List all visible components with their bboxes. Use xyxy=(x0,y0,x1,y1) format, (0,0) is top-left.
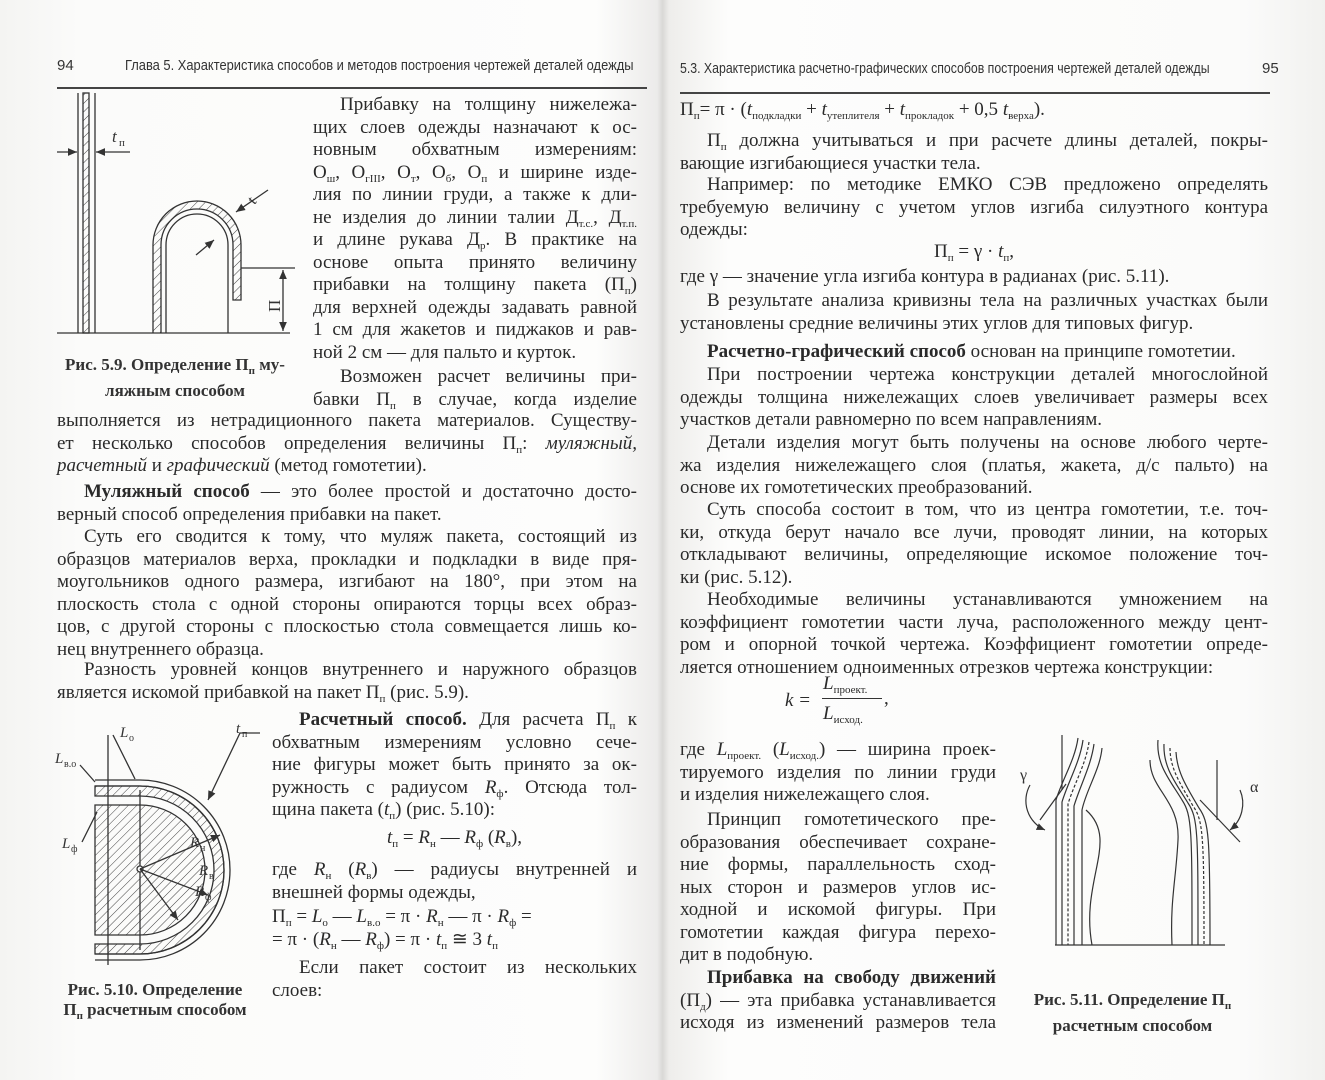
italic-text: t xyxy=(435,928,442,950)
caption-text: расчетным способом xyxy=(82,1000,247,1019)
italic-text: L xyxy=(356,906,367,927)
text-line: ходной и искомой фигуры. При xyxy=(680,899,996,920)
label-Lo-sub: о xyxy=(129,733,134,744)
bold-term: Прибавка на свободу движений xyxy=(707,967,996,988)
subscript: в xyxy=(505,838,511,850)
text-line: Разность уровней концов внутреннего и наружного образцов xyxy=(84,659,637,680)
text-line: $П_п= \pi \cdot (t_{подкладки} + t_{утеплителя} + t_{прокладок} + 0,5$ $t_{верха}$). xyxy=(680,99,1045,122)
k-denominator: L xyxy=(823,703,834,724)
text-line: верный способ определения прибавки на пакет. xyxy=(57,503,442,525)
label-p: П xyxy=(265,299,284,312)
label-alpha: α xyxy=(1250,779,1259,796)
subscript: п xyxy=(441,939,448,952)
subscript: р xyxy=(480,240,486,252)
label-Rv-sub: в xyxy=(209,871,214,882)
label-tp-sub: п xyxy=(242,729,248,740)
text-line: образцов материалов верха, прокладки и подкладки в виде пря- xyxy=(57,548,637,570)
text-line: щих слоев одежды назначают к ос- xyxy=(313,116,637,138)
subscript: п xyxy=(390,399,396,412)
subscript: ф xyxy=(376,939,384,952)
text-line: ки (рис. 5.12). xyxy=(680,566,793,588)
subscript: гIII xyxy=(365,172,381,185)
text-line: $П_п = \gamma \cdot t_п$, xyxy=(934,241,1014,264)
text-line: бавки $П_п$ в случае, когда изделие xyxy=(313,388,637,412)
text-line: Расчетно-графический способ основан на принципе гомотетии. xyxy=(707,341,1236,362)
text-line: основе их гомотетических преобразований. xyxy=(680,477,1033,498)
text-line: расчетный и графический (метод гомотетии). xyxy=(57,455,427,476)
text-line: коэффициент гомотетии части луча, расположенного между цент- xyxy=(680,611,1268,633)
text-line: = $\pi \cdot (R_н$ — $R_ф) = \pi \cdot t_п$ ≅ 3 $t_п$ xyxy=(272,928,498,952)
italic-text: t xyxy=(386,827,393,848)
text-line: и изделия нижележащего слоя. xyxy=(680,784,930,805)
label-gamma: γ xyxy=(1020,767,1028,784)
italic-text: муляжный, xyxy=(545,432,637,454)
italic-text: t xyxy=(384,799,390,820)
text-line: ружность с радиусом $R_ф$. Отсюда тол- xyxy=(272,776,637,800)
subscript: в.о xyxy=(367,917,381,929)
caption-text: Рис. 5.10. Определение xyxy=(67,980,243,999)
text-line: ние формы, параллельность сход- xyxy=(680,854,996,875)
text-line: При построении чертежа конструкции деталей многослойной xyxy=(707,364,1268,385)
label-Rf-sub: ф xyxy=(205,892,212,903)
text-line: Принцип гомотетического пре- xyxy=(707,809,996,830)
label-Rn: R xyxy=(190,835,200,851)
subscript: п xyxy=(379,692,386,705)
k-numerator-sub: проект. xyxy=(833,684,868,696)
text-line: Прибавку на толщину нижележа- xyxy=(340,94,637,115)
label-Lf: L xyxy=(62,836,71,852)
label-t-sub: п xyxy=(119,137,125,149)
subscript: верха xyxy=(1008,110,1034,122)
caption-sub: п xyxy=(76,1010,83,1022)
k-lhs: k = xyxy=(785,690,812,711)
subscript: п xyxy=(624,285,631,297)
text-line: участков детали равномерно по всем направлениям. xyxy=(680,409,1103,430)
italic-text: t xyxy=(746,99,753,120)
subscript: ш xyxy=(326,172,336,185)
caption-text: Рис. 5.11. Определение П xyxy=(1033,990,1225,1009)
text-line: исходя из изменений размеров тела xyxy=(680,1012,996,1033)
italic-text: L xyxy=(716,739,728,760)
label-Rn-sub: н xyxy=(200,843,206,854)
label-Rf: R xyxy=(195,884,205,900)
k-denominator-sub: исход. xyxy=(833,714,863,726)
caption-text: му- xyxy=(254,355,285,374)
subscript: ф xyxy=(475,838,484,850)
text-line: моугольников одного размера, изгибают на 180°, при этом на xyxy=(57,571,637,592)
text-line: обхватным измерениям условно сече- xyxy=(272,731,637,753)
label-Rv: R xyxy=(199,863,209,879)
text-line: основе опыта принято величину xyxy=(313,251,637,273)
text-line: цов, с другой стороны с плоскостью стола совмещается лишь ко- xyxy=(57,616,637,637)
caption-sub: п xyxy=(248,365,255,377)
k-tail: , xyxy=(884,688,889,709)
caption-text: расчетным способом xyxy=(1052,1016,1213,1035)
subscript: утеплителя xyxy=(826,110,880,122)
subscript: т xyxy=(410,172,416,185)
subscript: ф xyxy=(496,787,504,800)
italic-text: t xyxy=(1002,99,1009,120)
italic-text: R xyxy=(354,859,367,880)
text-line: внешней формы одежды, xyxy=(272,881,476,903)
subscript: п xyxy=(392,838,399,850)
subscript: н xyxy=(437,917,444,929)
text-line: плоскость стола с одной стороны опираются торцы всех образ- xyxy=(57,593,637,615)
text-line: щина пакета $(t_п)$ (рис. 5.10): xyxy=(272,799,496,822)
subscript: в xyxy=(366,870,372,882)
subscript: п xyxy=(947,252,954,264)
running-head-left: Глава 5. Характеристика способов и методов построения чертежей деталей одежды xyxy=(125,57,634,74)
text-line: 1 см для жакетов и пиджаков и рав- xyxy=(313,319,637,340)
text-line: выполняется из нетрадиционного пакета материалов. Существу- xyxy=(57,410,637,431)
text-line: $П_п$ должна учитываться и при расчете длины деталей, покры- xyxy=(707,130,1268,153)
italic-text: R xyxy=(464,827,476,848)
text-line: где γ — значение угла изгиба контура в радианах (рис. 5.11). xyxy=(680,266,1170,287)
text-line: ет несколько способов определения величины $П_п$: муляжный, xyxy=(57,432,637,456)
subscript: подкладки xyxy=(752,110,802,122)
text-line: тируемого изделия по линии груди xyxy=(680,761,996,783)
text-line: ляется отношением одноименных отрезков чертежа конструкции: xyxy=(680,656,1214,678)
text-line: Если пакет состоит из нескольких xyxy=(299,957,637,978)
bold-term: Муляжный способ xyxy=(84,481,250,502)
bold-term: Расчетный способ. xyxy=(299,709,467,730)
subscript: проект. xyxy=(727,750,762,762)
text-line: В результате анализа кривизны тела на различных участках были xyxy=(707,290,1268,311)
text-line: не изделия до линии талии $Д_{т.с.}$, $Д_{т.п.}$ xyxy=(313,206,637,230)
figure-5-11-silhouette-diagram xyxy=(1026,735,1243,945)
subscript: п xyxy=(389,810,396,822)
text-line: где $L_{проект.}$ $(L_{исход.})$ — ширина проек- xyxy=(680,739,996,762)
italic-text: t xyxy=(821,99,827,120)
figure-5-10-radius-diagram xyxy=(80,733,260,965)
subscript: т.п. xyxy=(621,217,637,230)
figure-5-9-muliazh-diagram xyxy=(57,93,295,333)
italic-text: R xyxy=(484,776,497,798)
subscript: п xyxy=(1003,252,1010,264)
text-line: требуемую величину с учетом углов изгиба силуэтного контура xyxy=(680,196,1268,218)
text-line: слоев: xyxy=(272,979,323,1001)
subscript: н xyxy=(330,939,337,952)
text-line: вающие изгибающиеся участки тела. xyxy=(680,152,981,174)
text-line: Суть его сводится к тому, что муляж пакета, состоящий из xyxy=(84,526,637,547)
running-head-right: 5.3. Характеристика расчетно-графических способов построения чертежей деталей одежды xyxy=(680,60,1210,77)
text-line: одежды толщина нижележащих слоев увеличивает размеры всех xyxy=(680,386,1268,408)
text-line: $П_п = L_о$ — $L_{в.о} = \pi \cdot R_н$ — $\pi \cdot R_ф$ = xyxy=(272,906,532,929)
italic-text: графический xyxy=(166,455,270,476)
italic-text: L xyxy=(779,739,790,760)
text-line: Детали изделия могут быть получены на основе любого черте- xyxy=(707,432,1268,453)
italic-text: L xyxy=(311,906,323,927)
subscript: прокладок xyxy=(905,110,955,122)
italic-text: R xyxy=(426,906,438,927)
text-line: $t_п = R_н$ — $R_ф$ $(R_в)$, xyxy=(386,827,523,850)
text-line: Например: по методике ЕМКО СЭВ предложено определять xyxy=(707,174,1268,195)
italic-text: t xyxy=(899,99,906,120)
subscript: п xyxy=(481,172,488,185)
italic-text: R xyxy=(418,827,430,848)
text-line: является искомой прибавкой на пакет $П_п$ (рис. 5.9). xyxy=(57,681,469,705)
text-line: ние фигуры может быть принято за ок- xyxy=(272,754,637,775)
italic-text: расчетный xyxy=(57,455,147,476)
text-line: нец внутреннего образца. xyxy=(57,638,264,660)
subscript: т.с. xyxy=(578,217,594,230)
text-line: и длине рукава $Д_р$. В практике на xyxy=(313,229,637,252)
italic-text: R xyxy=(365,928,377,950)
text-line: образования обеспечивает сохране- xyxy=(680,831,996,853)
subscript: о xyxy=(322,917,328,929)
label-Lvo-sub: в.о xyxy=(64,759,77,770)
label-t-diag: t xyxy=(243,194,261,207)
italic-text: R xyxy=(313,859,326,880)
italic-text: t xyxy=(998,241,1004,262)
page-number-left: 94 xyxy=(57,57,74,74)
text-line: ной 2 см — для пальто и курток. xyxy=(313,341,577,363)
text-line: Расчетный способ. Для расчета $П_п$ к xyxy=(299,709,637,732)
caption-sub: п xyxy=(1224,1000,1232,1012)
label-Lvo: L xyxy=(55,751,64,767)
italic-text: t xyxy=(486,928,493,950)
text-line: откладывают величины, определяющие искомое положение точ- xyxy=(680,544,1268,565)
text-line: одежды: xyxy=(680,219,748,240)
k-numerator: L xyxy=(823,673,834,694)
text-line: $О_ш$, $О_{гIII}$, $О_т$, $О_б$, $О_п$ и ширине изде- xyxy=(313,161,637,185)
text-line: новным обхватным измерениям: xyxy=(313,139,637,160)
page-number-right: 95 xyxy=(1262,60,1279,77)
subscript: п xyxy=(609,720,616,732)
text-line: $(П_д)$ — эта прибавка устанавливается xyxy=(680,989,996,1013)
subscript: н xyxy=(429,838,436,850)
caption-text: Рис. 5.9. Определение П xyxy=(65,355,249,374)
text-line: где $R_н$ $(R_в)$ — радиусы внутренней и xyxy=(272,859,638,882)
subscript: п xyxy=(720,141,727,153)
caption-text: П xyxy=(63,1000,77,1019)
text-line: Необходимые величины устанавливаются умножением на xyxy=(707,589,1268,610)
text-line: Муляжный способ — это более простой и достаточно досто- xyxy=(84,481,637,502)
bold-term: Расчетно-графический способ xyxy=(707,341,966,362)
subscript: п xyxy=(693,110,700,122)
italic-text: R xyxy=(494,827,506,848)
subscript: ф xyxy=(509,917,517,929)
subscript: б xyxy=(445,172,452,185)
text-line: для верхней одежды задавать равной xyxy=(313,296,637,318)
subscript: н xyxy=(325,870,332,882)
label-Lf-sub: ф xyxy=(71,844,78,855)
text-line: дит в подобную. xyxy=(680,944,814,965)
text-line: жа изделия нижележащего слоя (платья, жакета, д/с пальто) на xyxy=(680,454,1268,476)
label-t: t xyxy=(112,127,117,146)
caption-text: ляжным способом xyxy=(105,381,245,400)
subscript: п xyxy=(492,939,498,952)
text-line: гомотетии каждая фигура перехо- xyxy=(680,921,996,943)
subscript: п xyxy=(285,917,292,929)
italic-text: R xyxy=(497,906,510,927)
subscript: д xyxy=(700,1000,706,1013)
text-line: установлены средние величины этих углов для типовых фигур. xyxy=(680,312,1194,334)
label-tp: t xyxy=(236,721,241,737)
text-line: Возможен расчет величины при- xyxy=(340,366,637,387)
text-line: лия по линии груди, а также к дли- xyxy=(313,184,637,205)
subscript: исход. xyxy=(789,750,819,762)
text-line: ки, откуда берут начало все лучи, проводят линии, на которых xyxy=(680,521,1268,543)
text-line: ных сторон и размеров углов ис- xyxy=(680,876,996,898)
label-Lo: L xyxy=(120,725,129,741)
text-line: Суть способа состоит в том, что из центра гомотетии, т.е. точ- xyxy=(707,499,1268,520)
text-line: прибавки на толщину пакета $(П_п)$ xyxy=(313,274,637,297)
italic-text: R xyxy=(319,928,331,950)
subscript: п xyxy=(516,443,523,456)
text-line: ром и опорной точкой чертежа. Коэффициент гомотетии опреде- xyxy=(680,634,1268,655)
